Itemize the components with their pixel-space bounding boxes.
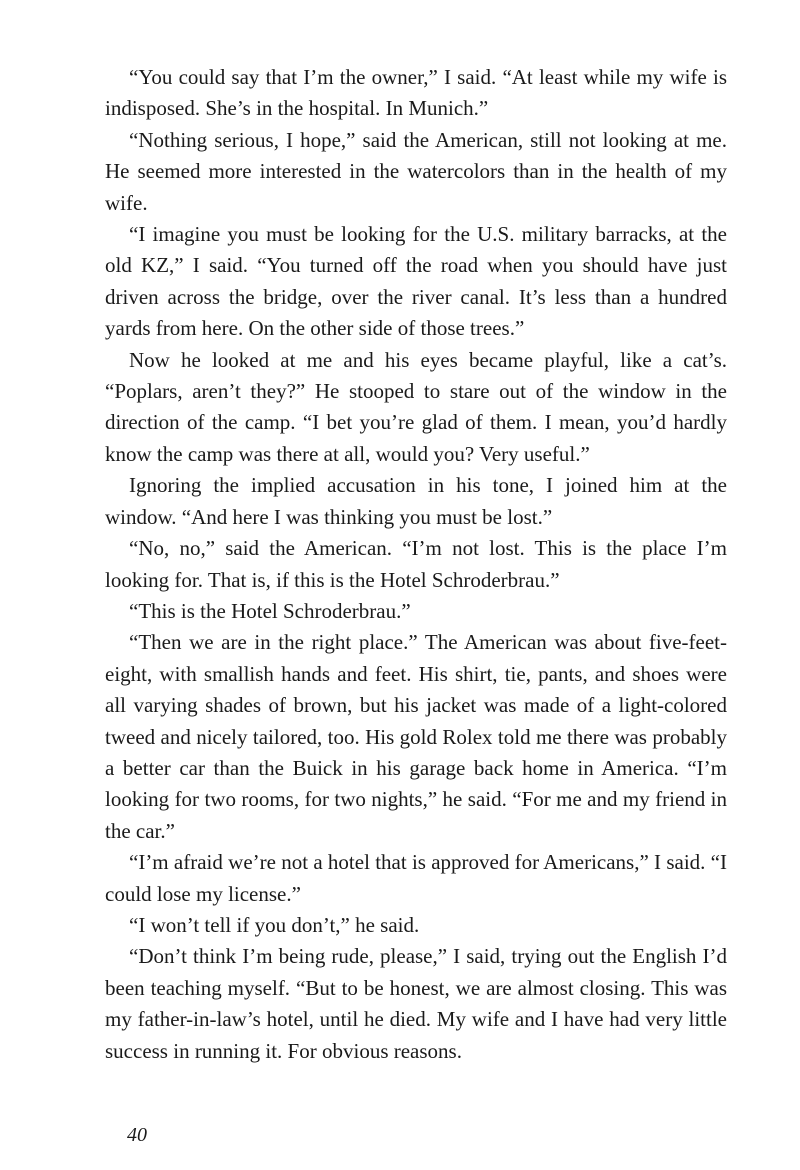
- paragraph: “I won’t tell if you don’t,” he said.: [129, 912, 420, 937]
- paragraph: “This is the Hotel Schroderbrau.”: [129, 598, 411, 623]
- paragraph: Ignoring the implied accusation in his tone, I joined him at the window. “And here I was thinking you must be lost.”: [105, 473, 727, 529]
- page-number: 40: [127, 1124, 147, 1146]
- paragraph: “Then we are in the right place.” The American was about five-feet-eight, with smallish hands and feet. His shirt, tie, pants, and shoes were all varying shades of brown, but his jacket was made of a light-colored tweed and nicely tailored, too. His gold Rolex told me there was probably a better car than the Buick in his garage back home in America. “I’m looking for two rooms, for two nights,” he said. “For me and my friend in the car.”: [105, 630, 727, 843]
- paragraph: “You could say that I’m the owner,” I said. “At least while my wife is indisposed. She’s in the hospital. In Munich.”: [105, 65, 727, 121]
- paragraph: “I’m afraid we’re not a hotel that is approved for Americans,” I said. “I could lose my license.”: [105, 850, 727, 906]
- paragraph: “Don’t think I’m being rude, please,” I said, trying out the English I’d been teaching myself. “But to be honest, we are almost closing. This was my father-in-law’s hotel, until he died. My wife and I have had very little success in running it. For obvious reasons.: [105, 944, 727, 1063]
- paragraph: “Nothing serious, I hope,” said the American, still not looking at me. He seemed more interested in the watercolors than in the health of my wife.: [105, 127, 727, 215]
- paragraph: “I imagine you must be looking for the U.S. military barracks, at the old KZ,” I said. “You turned off the road when you should have just driven across the bridge, over the river canal. It’s less than a hundred yards from here. On the other side of those trees.”: [105, 222, 727, 341]
- body-text: [105, 62, 727, 1067]
- paragraph: Now he looked at me and his eyes became playful, like a cat’s. “Poplars, aren’t they?” He stooped to stare out of the window in the direction of the camp. “I bet you’re glad of them. I mean, you’d hardly know the camp was there at all, would you? Very useful.”: [105, 347, 727, 466]
- paragraph: “No, no,” said the American. “I’m not lost. This is the place I’m looking for. That is, if this is the Hotel Schroderbrau.”: [105, 536, 727, 592]
